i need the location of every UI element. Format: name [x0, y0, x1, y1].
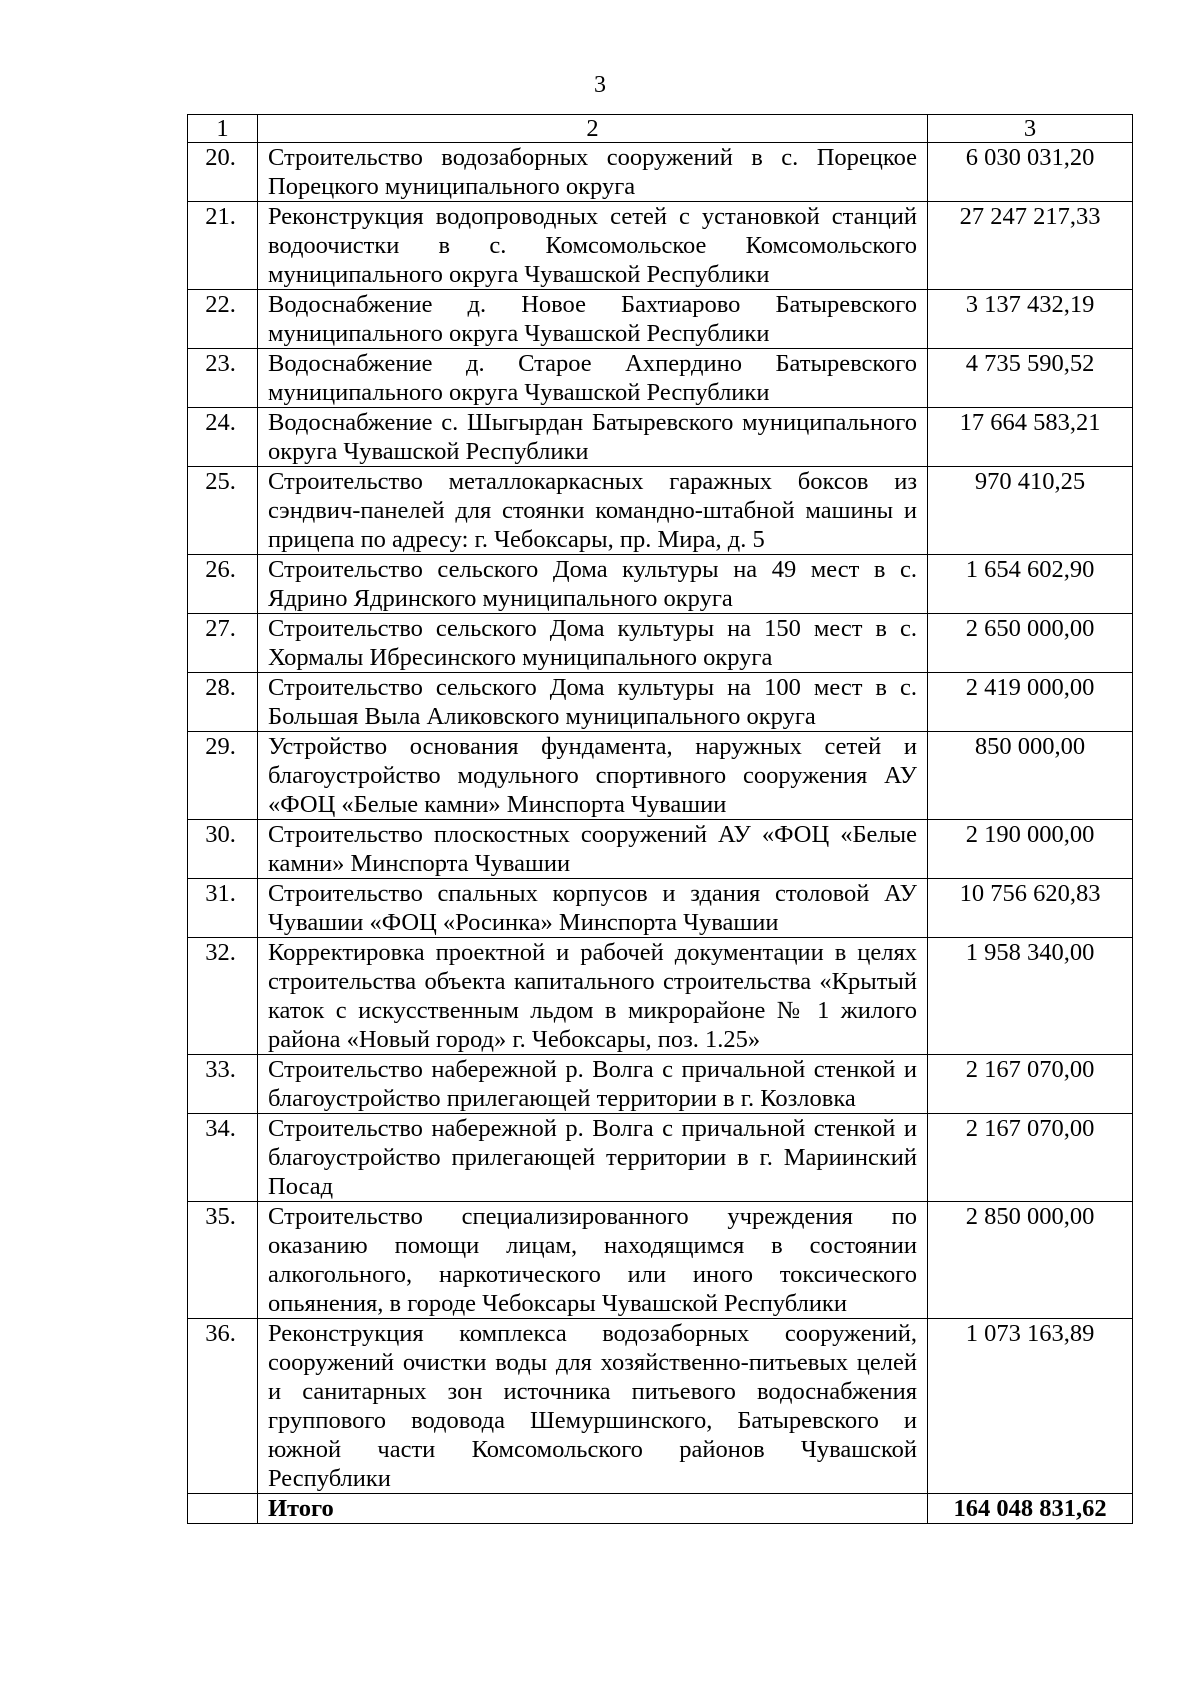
row-amount: 2 419 000,00 [928, 673, 1133, 732]
row-number: 22. [188, 290, 258, 349]
row-amount: 2 850 000,00 [928, 1202, 1133, 1319]
table-row [188, 732, 1133, 820]
table-row [188, 1114, 1133, 1202]
table-row [188, 1055, 1133, 1114]
row-amount: 6 030 031,20 [928, 143, 1133, 202]
row-description: Строительство набережной р. Волга с причальной стенкой и благоустройство прилегающей территории в г. Козловка [258, 1055, 928, 1114]
row-number: 24. [188, 408, 258, 467]
table-row [188, 555, 1133, 614]
row-description: Водоснабжение д. Старое Ахпердино Батыревского муниципального округа Чувашской Республики [258, 349, 928, 408]
table-row [188, 879, 1133, 938]
row-description: Реконструкция комплекса водозаборных сооружений, сооружений очистки воды для хозяйственно-питьевых целей и санитарных зон источника питьевого водоснабжения группового водовода Шемуршинского, Батыревского и южной части Комсомольского районов Чувашской Республики [258, 1319, 928, 1494]
row-description: Строительство металлокаркасных гаражных боксов из сэндвич-панелей для стоянки командно-штабной машины и прицепа по адресу: г. Чебоксары, пр. Мира, д. 5 [258, 467, 928, 555]
row-amount: 2 167 070,00 [928, 1114, 1133, 1202]
row-description: Строительство плоскостных сооружений АУ «ФОЦ «Белые камни» Минспорта Чувашии [258, 820, 928, 879]
row-number: 35. [188, 1202, 258, 1319]
row-description: Строительство сельского Дома культуры на 100 мест в с. Большая Выла Аликовского муниципального округа [258, 673, 928, 732]
table-row [188, 349, 1133, 408]
table-row [188, 202, 1133, 290]
table-header-row [188, 115, 1133, 143]
row-description: Строительство сельского Дома культуры на 49 мест в с. Ядрино Ядринского муниципального округа [258, 555, 928, 614]
row-description: Водоснабжение с. Шыгырдан Батыревского муниципального округа Чувашской Республики [258, 408, 928, 467]
table-row [188, 614, 1133, 673]
row-number: 25. [188, 467, 258, 555]
row-amount: 1 073 163,89 [928, 1319, 1133, 1494]
row-amount: 17 664 583,21 [928, 408, 1133, 467]
row-number: 33. [188, 1055, 258, 1114]
row-amount: 4 735 590,52 [928, 349, 1133, 408]
table-row [188, 938, 1133, 1055]
row-number: 32. [188, 938, 258, 1055]
row-number: 30. [188, 820, 258, 879]
row-description: Строительство специализированного учреждения по оказанию помощи лицам, находящимся в состоянии алкогольного, наркотического или иного токсического опьянения, в городе Чебоксары Чувашской Республики [258, 1202, 928, 1319]
table-body [188, 115, 1133, 1524]
row-amount: 27 247 217,33 [928, 202, 1133, 290]
row-amount: 850 000,00 [928, 732, 1133, 820]
table-row [188, 1202, 1133, 1319]
total-label: Итого [258, 1494, 928, 1524]
row-amount: 3 137 432,19 [928, 290, 1133, 349]
table-row [188, 1319, 1133, 1494]
row-description: Корректировка проектной и рабочей документации в целях строительства объекта капитального строительства «Крытый каток с искусственным льдом в микрорайоне № 1 жилого района «Новый город» г. Чебоксары, поз. 1.25» [258, 938, 928, 1055]
row-description: Строительство сельского Дома культуры на 150 мест в с. Хормалы Ибресинского муниципального округа [258, 614, 928, 673]
row-description: Строительство водозаборных сооружений в с. Порецкое Порецкого муниципального округа [258, 143, 928, 202]
row-amount: 1 654 602,90 [928, 555, 1133, 614]
row-amount: 1 958 340,00 [928, 938, 1133, 1055]
table-row [188, 820, 1133, 879]
row-number: 29. [188, 732, 258, 820]
table-row [188, 467, 1133, 555]
row-number: 23. [188, 349, 258, 408]
header-cell-number: 1 [188, 115, 258, 143]
total-amount: 164 048 831,62 [928, 1494, 1133, 1524]
budget-table [187, 114, 1133, 1524]
row-description: Реконструкция водопроводных сетей с установкой станций водоочистки в с. Комсомольское Комсомольского муниципального округа Чувашской Республики [258, 202, 928, 290]
row-number: 21. [188, 202, 258, 290]
header-cell-description: 2 [258, 115, 928, 143]
row-amount: 2 167 070,00 [928, 1055, 1133, 1114]
row-amount: 2 190 000,00 [928, 820, 1133, 879]
row-description: Строительство набережной р. Волга с причальной стенкой и благоустройство прилегающей территории в г. Мариинский Посад [258, 1114, 928, 1202]
table-row [188, 143, 1133, 202]
table-row [188, 408, 1133, 467]
total-number [188, 1494, 258, 1524]
row-description: Водоснабжение д. Новое Бахтиарово Батыревского муниципального округа Чувашской Республики [258, 290, 928, 349]
total-row [188, 1494, 1133, 1524]
table-row [188, 673, 1133, 732]
row-number: 26. [188, 555, 258, 614]
row-number: 20. [188, 143, 258, 202]
row-number: 36. [188, 1319, 258, 1494]
row-amount: 970 410,25 [928, 467, 1133, 555]
row-number: 34. [188, 1114, 258, 1202]
row-amount: 2 650 000,00 [928, 614, 1133, 673]
page-number: 3 [594, 72, 606, 98]
row-number: 27. [188, 614, 258, 673]
header-cell-amount: 3 [928, 115, 1133, 143]
row-number: 31. [188, 879, 258, 938]
table-row [188, 290, 1133, 349]
row-number: 28. [188, 673, 258, 732]
row-amount: 10 756 620,83 [928, 879, 1133, 938]
row-description: Строительство спальных корпусов и здания столовой АУ Чувашии «ФОЦ «Росинка» Минспорта Чувашии [258, 879, 928, 938]
row-description: Устройство основания фундамента, наружных сетей и благоустройство модульного спортивного сооружения АУ «ФОЦ «Белые камни» Минспорта Чувашии [258, 732, 928, 820]
